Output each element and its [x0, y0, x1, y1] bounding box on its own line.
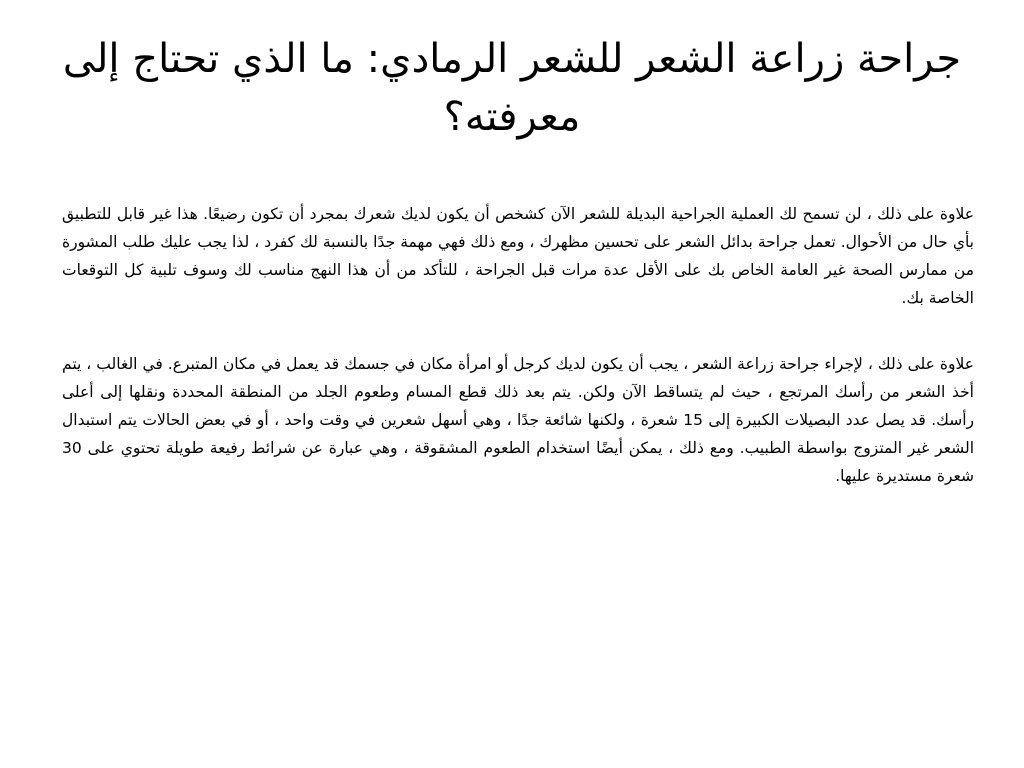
slide-body — [62, 200, 974, 528]
paragraph-2: علاوة على ذلك ، لإجراء جراحة زراعة الشعر ، يجب أن يكون لديك كرجل أو امرأة مكان في جسمك قد يعمل في مكان المتبرع. في الغالب ، يتم أخذ الشعر من رأسك المرتجع ، حيث لم يتساقط الآن ولكن. يتم بعد ذلك قطع المسام وطعوم الجلد من المنطقة المحددة ونقلها إلى أعلى رأسك. قد يصل عدد البصيلات الكبيرة إلى 15 شعرة ، ولكنها شائعة جدًا ، وهي أسهل شعرين في وقت واحد ، أو في بعض الحالات يتم استبدال الشعر غير المتزوج بواسطة الطبيب. ومع ذلك ، يمكن أيضًا استخدام الطعوم المشقوقة ، وهي عبارة عن شرائط رفيعة طويلة تحتوي على 30 شعرة مستديرة عليها. — [62, 355, 974, 485]
slide-title: جراحة زراعة الشعر للشعر الرمادي: ما الذي تحتاج إلى معرفته؟ — [62, 36, 962, 140]
paragraph-1: علاوة على ذلك ، لن تسمح لك العملية الجراحية البديلة للشعر الآن كشخص أن يكون لديك شعرك بمجرد أن تكون رضيعًا. هذا غير قابل للتطبيق بأي حال من الأحوال. تعمل جراحة بدائل الشعر على تحسين مظهرك ، ومع ذلك فهي مهمة جدًا بالنسبة لك كفرد ، لذا يجب عليك طلب المشورة من ممارس الصحة غير العامة الخاص بك على الأقل عدة مرات قبل الجراحة ، للتأكد من أن هذا النهج مناسب لك وسوف تلبية كل التوقعات الخاصة بك. — [62, 205, 974, 307]
